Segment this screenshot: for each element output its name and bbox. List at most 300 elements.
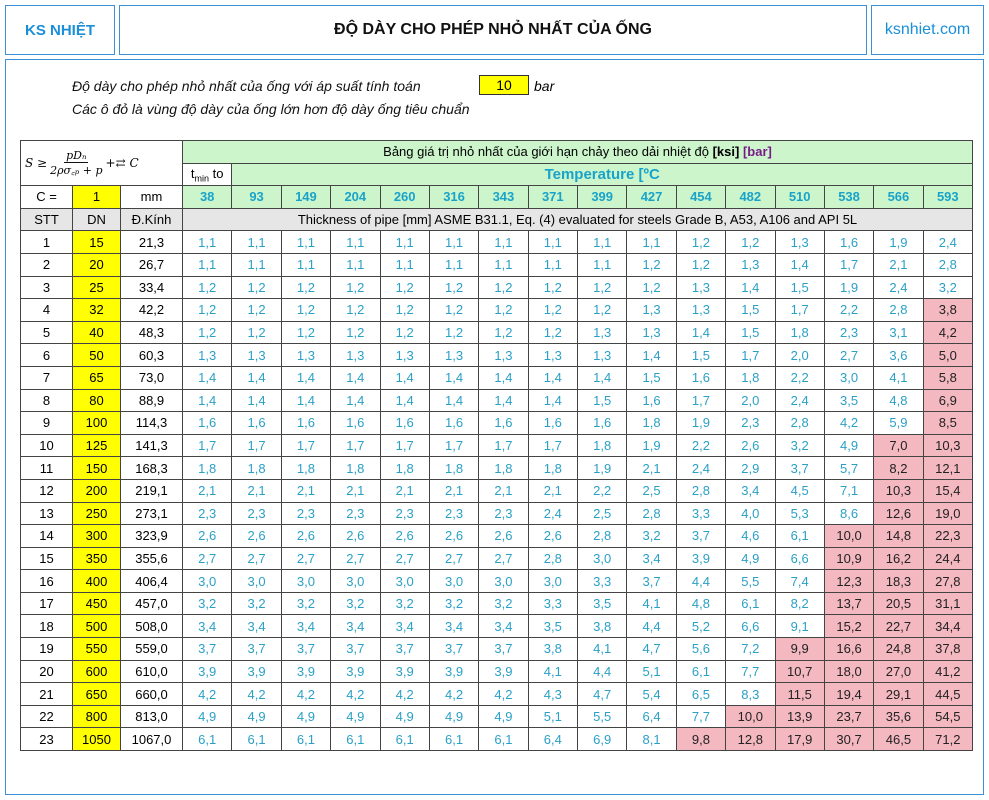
thickness-cell: 4,4 <box>627 615 676 638</box>
thickness-cell: 3,2 <box>429 592 478 615</box>
thickness-cell: 4,1 <box>578 638 627 661</box>
intro-line-legend: Các ô đỏ là vùng độ dày của ống lớn hơn độ dày ống tiêu chuẩn <box>72 101 470 117</box>
thickness-cell: 1,4 <box>281 366 330 389</box>
thickness-cell: 1,3 <box>578 321 627 344</box>
thickness-cell: 2,3 <box>429 502 478 525</box>
c-unit: mm <box>121 186 183 209</box>
thickness-cell: 3,9 <box>232 660 281 683</box>
thickness-cell: 6,1 <box>281 728 330 751</box>
thickness-cell: 12,6 <box>874 502 923 525</box>
row-dn[interactable]: 15 <box>73 231 121 254</box>
row-diameter: 610,0 <box>121 660 183 683</box>
temperature-cell: 566 <box>874 186 923 209</box>
row-stt: 15 <box>21 547 73 570</box>
thickness-cell: 2,8 <box>528 547 577 570</box>
thickness-cell: 4,7 <box>578 683 627 706</box>
thickness-cell: 2,0 <box>775 344 824 367</box>
thickness-cell: 1,5 <box>775 276 824 299</box>
thickness-cell: 4,9 <box>479 705 528 728</box>
thickness-cell: 1,3 <box>281 344 330 367</box>
thickness-cell: 3,9 <box>676 547 725 570</box>
thickness-cell: 1,8 <box>331 457 380 480</box>
thickness-cell: 3,7 <box>429 638 478 661</box>
thickness-cell: 2,8 <box>627 502 676 525</box>
row-dn[interactable]: 40 <box>73 321 121 344</box>
formula-rhs: +⇄ C <box>105 156 139 171</box>
row-diameter: 141,3 <box>121 434 183 457</box>
thickness-cell: 1,2 <box>232 299 281 322</box>
thickness-cell: 46,5 <box>874 728 923 751</box>
thickness-cell: 3,9 <box>479 660 528 683</box>
row-dn[interactable]: 550 <box>73 638 121 661</box>
thickness-cell: 3,2 <box>380 592 429 615</box>
thickness-cell: 22,3 <box>923 525 972 548</box>
thickness-cell: 4,7 <box>627 638 676 661</box>
row-dn[interactable]: 25 <box>73 276 121 299</box>
row-diameter: 114,3 <box>121 412 183 435</box>
thickness-cell: 1,8 <box>232 457 281 480</box>
thickness-cell: 1,6 <box>578 412 627 435</box>
thickness-cell: 2,1 <box>627 457 676 480</box>
thickness-cell: 1,2 <box>726 231 775 254</box>
temperature-cell: 510 <box>775 186 824 209</box>
thickness-cell: 1,8 <box>578 434 627 457</box>
row-stt: 23 <box>21 728 73 751</box>
row-stt: 14 <box>21 525 73 548</box>
thickness-cell: 6,1 <box>676 660 725 683</box>
thickness-cell: 3,7 <box>676 525 725 548</box>
row-stt: 20 <box>21 660 73 683</box>
thickness-cell: 1,1 <box>528 253 577 276</box>
thickness-cell: 3,7 <box>281 638 330 661</box>
thickness-cell: 1,4 <box>479 366 528 389</box>
thickness-cell: 4,9 <box>281 705 330 728</box>
thickness-cell: 1,8 <box>726 366 775 389</box>
thickness-cell: 54,5 <box>923 705 972 728</box>
thickness-cell: 2,6 <box>232 525 281 548</box>
thickness-cell: 8,2 <box>775 592 824 615</box>
row-stt: 12 <box>21 479 73 502</box>
thickness-cell: 2,7 <box>331 547 380 570</box>
col-stt: STT <box>21 208 73 231</box>
row-dn[interactable]: 80 <box>73 389 121 412</box>
intro-line-pressure: Độ dày cho phép nhỏ nhất của ống với áp suất tính toán <box>72 78 421 94</box>
row-stt: 21 <box>21 683 73 706</box>
row-stt: 16 <box>21 570 73 593</box>
thickness-cell: 1,2 <box>380 276 429 299</box>
row-dn[interactable]: 600 <box>73 660 121 683</box>
thickness-cell: 3,0 <box>429 570 478 593</box>
thickness-cell: 6,1 <box>429 728 478 751</box>
thickness-cell: 1,4 <box>479 389 528 412</box>
thickness-cell: 1,7 <box>281 434 330 457</box>
c-label: C = <box>21 186 73 209</box>
thickness-cell: 1,5 <box>578 389 627 412</box>
thickness-cell: 1,6 <box>528 412 577 435</box>
thickness-cell: 3,7 <box>232 638 281 661</box>
thickness-cell: 6,4 <box>627 705 676 728</box>
thickness-cell: 2,0 <box>726 389 775 412</box>
table-row <box>21 705 973 728</box>
thickness-cell: 2,8 <box>775 412 824 435</box>
thickness-cell: 4,9 <box>331 705 380 728</box>
table-row <box>21 276 973 299</box>
row-stt: 22 <box>21 705 73 728</box>
thickness-cell: 2,4 <box>874 276 923 299</box>
row-dn[interactable]: 65 <box>73 366 121 389</box>
row-diameter: 660,0 <box>121 683 183 706</box>
thickness-cell: 1,6 <box>479 412 528 435</box>
row-stt: 2 <box>21 253 73 276</box>
thickness-cell: 1,6 <box>429 412 478 435</box>
thickness-cell: 1,2 <box>183 299 232 322</box>
thickness-cell: 1,4 <box>429 389 478 412</box>
thickness-cell: 2,8 <box>676 479 725 502</box>
c-value-input[interactable]: 1 <box>73 186 121 209</box>
thickness-cell: 1,6 <box>676 366 725 389</box>
thickness-cell: 1,4 <box>578 366 627 389</box>
thickness-cell: 8,6 <box>824 502 873 525</box>
table-row <box>21 299 973 322</box>
row-diameter: 273,1 <box>121 502 183 525</box>
table-row <box>21 615 973 638</box>
thickness-cell: 4,2 <box>232 683 281 706</box>
thickness-cell: 2,1 <box>479 479 528 502</box>
row-dn[interactable]: 200 <box>73 479 121 502</box>
site-link[interactable]: ksnhiet.com <box>871 5 984 55</box>
row-stt: 3 <box>21 276 73 299</box>
thickness-cell: 3,5 <box>824 389 873 412</box>
row-diameter: 1067,0 <box>121 728 183 751</box>
thickness-cell: 2,1 <box>331 479 380 502</box>
thickness-cell: 2,3 <box>479 502 528 525</box>
thickness-cell: 1,7 <box>380 434 429 457</box>
thickness-caption: Thickness of pipe [mm] ASME B31.1, Eq. (4) evaluated for steels Grade B, A53, A106 and API 5L <box>183 208 973 231</box>
row-dn[interactable]: 250 <box>73 502 121 525</box>
thickness-cell: 2,7 <box>183 547 232 570</box>
thickness-cell: 1,2 <box>578 276 627 299</box>
pressure-unit: bar <box>534 78 555 94</box>
row-diameter: 26,7 <box>121 253 183 276</box>
thickness-cell: 2,7 <box>479 547 528 570</box>
thickness-cell: 7,4 <box>775 570 824 593</box>
thickness-cell: 2,6 <box>183 525 232 548</box>
temperature-cell: 93 <box>232 186 281 209</box>
thickness-cell: 1,2 <box>627 276 676 299</box>
thickness-cell: 1,3 <box>429 344 478 367</box>
row-diameter: 73,0 <box>121 366 183 389</box>
thickness-cell: 1,6 <box>627 389 676 412</box>
thickness-cell: 3,0 <box>380 570 429 593</box>
thickness-cell: 4,2 <box>923 321 972 344</box>
row-diameter: 323,9 <box>121 525 183 548</box>
row-dn[interactable]: 1050 <box>73 728 121 751</box>
thickness-cell: 2,5 <box>578 502 627 525</box>
temperature-cell: 399 <box>578 186 627 209</box>
thickness-cell: 2,7 <box>429 547 478 570</box>
thickness-cell: 3,2 <box>331 592 380 615</box>
thickness-cell: 4,4 <box>676 570 725 593</box>
thickness-cell: 1,4 <box>676 321 725 344</box>
thickness-cell: 2,4 <box>775 389 824 412</box>
row-dn[interactable]: 100 <box>73 412 121 435</box>
thickness-cell: 16,2 <box>874 547 923 570</box>
row-dn[interactable]: 150 <box>73 457 121 480</box>
thickness-cell: 5,8 <box>923 366 972 389</box>
thickness-cell: 3,7 <box>479 638 528 661</box>
thickness-cell: 1,4 <box>232 366 281 389</box>
row-dn[interactable]: 800 <box>73 705 121 728</box>
row-dn[interactable]: 32 <box>73 299 121 322</box>
row-diameter: 508,0 <box>121 615 183 638</box>
thickness-cell: 6,9 <box>923 389 972 412</box>
thickness-cell: 4,9 <box>380 705 429 728</box>
thickness-cell: 71,2 <box>923 728 972 751</box>
table-row <box>21 479 973 502</box>
thickness-cell: 1,2 <box>479 276 528 299</box>
thickness-cell: 1,1 <box>183 231 232 254</box>
thickness-cell: 1,4 <box>380 389 429 412</box>
thickness-cell: 5,9 <box>874 412 923 435</box>
row-dn[interactable]: 300 <box>73 525 121 548</box>
thickness-cell: 3,2 <box>923 276 972 299</box>
thickness-cell: 2,7 <box>380 547 429 570</box>
row-diameter: 33,4 <box>121 276 183 299</box>
thickness-cell: 6,1 <box>726 592 775 615</box>
thickness-cell: 13,7 <box>824 592 873 615</box>
formula <box>25 149 182 178</box>
row-diameter: 355,6 <box>121 547 183 570</box>
temperature-cell: 371 <box>528 186 577 209</box>
thickness-cell: 1,1 <box>331 231 380 254</box>
thickness-cell: 1,7 <box>726 344 775 367</box>
thickness-cell: 10,7 <box>775 660 824 683</box>
thickness-cell: 18,3 <box>874 570 923 593</box>
thickness-cell: 3,1 <box>874 321 923 344</box>
thickness-cell: 2,1 <box>380 479 429 502</box>
thickness-cell: 10,3 <box>923 434 972 457</box>
temperature-cell: 204 <box>331 186 380 209</box>
thickness-cell: 2,6 <box>479 525 528 548</box>
page-frame <box>5 5 984 795</box>
row-diameter: 219,1 <box>121 479 183 502</box>
thickness-cell: 4,2 <box>380 683 429 706</box>
thickness-cell: 4,2 <box>824 412 873 435</box>
thickness-cell: 8,2 <box>874 457 923 480</box>
thickness-cell: 3,4 <box>726 479 775 502</box>
row-dn[interactable]: 125 <box>73 434 121 457</box>
thickness-cell: 1,6 <box>824 231 873 254</box>
thickness-cell: 3,0 <box>528 570 577 593</box>
thickness-cell: 3,7 <box>775 457 824 480</box>
thickness-cell: 1,2 <box>183 276 232 299</box>
row-diameter: 48,3 <box>121 321 183 344</box>
thickness-cell: 1,8 <box>281 457 330 480</box>
thickness-cell: 1,4 <box>232 389 281 412</box>
thickness-cell: 1,2 <box>281 276 330 299</box>
row-dn[interactable]: 650 <box>73 683 121 706</box>
thickness-cell: 2,2 <box>676 434 725 457</box>
thickness-cell: 4,9 <box>429 705 478 728</box>
caption-bar: [bar] <box>742 144 772 160</box>
thickness-cell: 1,5 <box>726 321 775 344</box>
row-dn[interactable]: 350 <box>73 547 121 570</box>
thickness-cell: 1,2 <box>528 276 577 299</box>
thickness-cell: 1,5 <box>726 299 775 322</box>
thickness-cell: 5,5 <box>726 570 775 593</box>
row-stt: 6 <box>21 344 73 367</box>
thickness-cell: 1,1 <box>281 231 330 254</box>
thickness-cell: 1,7 <box>528 434 577 457</box>
thickness-cell: 1,7 <box>429 434 478 457</box>
thickness-cell: 22,7 <box>874 615 923 638</box>
row-diameter: 559,0 <box>121 638 183 661</box>
thickness-cell: 3,0 <box>824 366 873 389</box>
thickness-cell: 5,2 <box>676 615 725 638</box>
thickness-cell: 1,1 <box>331 253 380 276</box>
thickness-cell: 2,1 <box>429 479 478 502</box>
table-row <box>21 321 973 344</box>
thickness-cell: 2,6 <box>331 525 380 548</box>
thickness-cell: 3,5 <box>528 615 577 638</box>
thickness-cell: 4,4 <box>578 660 627 683</box>
row-stt: 19 <box>21 638 73 661</box>
thickness-cell: 1,5 <box>676 344 725 367</box>
thickness-cell: 4,3 <box>528 683 577 706</box>
thickness-cell: 27,0 <box>874 660 923 683</box>
thickness-cell: 1,1 <box>429 231 478 254</box>
row-stt: 1 <box>21 231 73 254</box>
thickness-cell: 2,3 <box>380 502 429 525</box>
row-dn[interactable]: 500 <box>73 615 121 638</box>
thickness-cell: 35,6 <box>874 705 923 728</box>
thickness-cell: 2,3 <box>331 502 380 525</box>
brand-label[interactable]: KS NHIỆT <box>5 5 115 55</box>
thickness-cell: 1,6 <box>380 412 429 435</box>
row-stt: 8 <box>21 389 73 412</box>
thickness-cell: 2,4 <box>923 231 972 254</box>
thickness-cell: 19,0 <box>923 502 972 525</box>
thickness-cell: 1,2 <box>429 299 478 322</box>
thickness-cell: 1,2 <box>331 321 380 344</box>
pressure-input[interactable]: 10 <box>479 75 529 95</box>
thickness-cell: 14,8 <box>874 525 923 548</box>
thickness-cell: 6,6 <box>775 547 824 570</box>
thickness-cell: 2,6 <box>380 525 429 548</box>
table-row <box>21 344 973 367</box>
table-row <box>21 728 973 751</box>
temperature-cell: 482 <box>726 186 775 209</box>
thickness-cell: 2,5 <box>627 479 676 502</box>
thickness-cell: 3,9 <box>331 660 380 683</box>
row-diameter: 21,3 <box>121 231 183 254</box>
thickness-cell: 3,5 <box>578 592 627 615</box>
thickness-cell: 6,1 <box>775 525 824 548</box>
thickness-cell: 9,1 <box>775 615 824 638</box>
thickness-cell: 5,5 <box>578 705 627 728</box>
row-diameter: 168,3 <box>121 457 183 480</box>
thickness-cell: 4,9 <box>824 434 873 457</box>
thickness-cell: 9,8 <box>676 728 725 751</box>
thickness-cell: 3,2 <box>183 592 232 615</box>
tmin-sub: min <box>194 173 210 184</box>
thickness-cell: 10,0 <box>726 705 775 728</box>
thickness-cell: 7,7 <box>676 705 725 728</box>
thickness-cell: 3,2 <box>775 434 824 457</box>
formula-lhs: S ≥ <box>25 156 48 171</box>
row-dn[interactable]: 50 <box>73 344 121 367</box>
thickness-cell: 1,1 <box>479 253 528 276</box>
thickness-cell: 1,5 <box>627 366 676 389</box>
thickness-cell: 20,5 <box>874 592 923 615</box>
caption-text: Bảng giá trị nhỏ nhất của giới hạn chảy theo dải nhiệt độ <box>383 144 709 160</box>
thickness-cell: 1,9 <box>676 412 725 435</box>
thickness-cell: 3,9 <box>380 660 429 683</box>
thickness-cell: 7,2 <box>726 638 775 661</box>
temperature-cell: 343 <box>479 186 528 209</box>
temperature-row <box>21 186 973 209</box>
thickness-cell: 19,4 <box>824 683 873 706</box>
thickness-cell: 2,2 <box>578 479 627 502</box>
row-dn[interactable]: 20 <box>73 253 121 276</box>
thickness-cell: 41,2 <box>923 660 972 683</box>
thickness-cell: 1,4 <box>528 366 577 389</box>
thickness-cell: 1,1 <box>528 231 577 254</box>
thickness-cell: 3,0 <box>183 570 232 593</box>
row-dn[interactable]: 450 <box>73 592 121 615</box>
formula-denominator: 2ρσ꜀ₚ + p <box>50 163 103 177</box>
row-stt: 13 <box>21 502 73 525</box>
thickness-cell: 1,8 <box>528 457 577 480</box>
row-diameter: 457,0 <box>121 592 183 615</box>
thickness-cell: 2,1 <box>874 253 923 276</box>
row-diameter: 60,3 <box>121 344 183 367</box>
thickness-cell: 1,2 <box>676 231 725 254</box>
thickness-cell: 2,2 <box>775 366 824 389</box>
thickness-cell: 3,9 <box>429 660 478 683</box>
thickness-cell: 1,4 <box>429 366 478 389</box>
thickness-cell: 1,6 <box>331 412 380 435</box>
thickness-cell: 1,4 <box>528 389 577 412</box>
thickness-cell: 6,1 <box>331 728 380 751</box>
thickness-cell: 1,3 <box>183 344 232 367</box>
tmin-label <box>183 163 232 186</box>
thickness-cell: 3,0 <box>331 570 380 593</box>
thickness-cell: 3,0 <box>281 570 330 593</box>
temperature-cell: 260 <box>380 186 429 209</box>
thickness-cell: 1,3 <box>232 344 281 367</box>
thickness-cell: 4,1 <box>528 660 577 683</box>
thickness-cell: 1,4 <box>183 366 232 389</box>
thickness-cell: 1,7 <box>331 434 380 457</box>
temperature-label: Temperature [ºC <box>232 163 973 186</box>
content-panel <box>5 59 984 795</box>
thickness-cell: 12,3 <box>824 570 873 593</box>
thickness-cell: 5,1 <box>627 660 676 683</box>
table-row <box>21 231 973 254</box>
thickness-cell: 2,6 <box>528 525 577 548</box>
thickness-cell: 1,3 <box>676 276 725 299</box>
thickness-cell: 3,4 <box>232 615 281 638</box>
thickness-cell: 1,2 <box>281 321 330 344</box>
thickness-cell: 10,9 <box>824 547 873 570</box>
thickness-cell: 5,4 <box>627 683 676 706</box>
thickness-cell: 1,9 <box>824 276 873 299</box>
row-dn[interactable]: 400 <box>73 570 121 593</box>
thickness-cell: 3,4 <box>479 615 528 638</box>
thickness-cell: 1,2 <box>331 276 380 299</box>
thickness-cell: 1,8 <box>775 321 824 344</box>
